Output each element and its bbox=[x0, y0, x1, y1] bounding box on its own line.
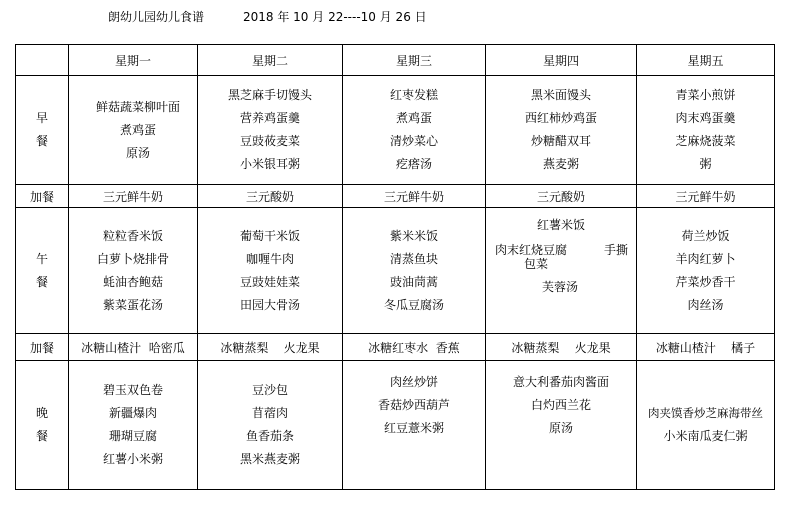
dish: 清蒸鱼块 bbox=[389, 251, 438, 266]
breakfast-cell bbox=[343, 76, 486, 185]
lunch-cell bbox=[637, 208, 775, 334]
menu-title: 朗幼儿园幼儿食谱 bbox=[108, 10, 205, 24]
snack-cell: 冰糖山楂汁 橘子 bbox=[637, 334, 775, 361]
dish: 白灼西兰花 bbox=[530, 398, 591, 412]
dish: 疙瘩汤 bbox=[395, 157, 432, 171]
dish: 芹菜炒香干 bbox=[675, 274, 736, 289]
dish: 小米银耳粥 bbox=[239, 157, 300, 171]
day-header: 星期二 bbox=[198, 45, 343, 76]
dish: 红枣发糕 bbox=[389, 88, 438, 102]
dish: 苜蓿肉 bbox=[251, 406, 288, 420]
dish: 炒糖醋双耳 bbox=[530, 134, 591, 148]
dish: 黑芝麻手切馒头 bbox=[227, 88, 312, 102]
dinner-cell bbox=[486, 361, 637, 490]
corner-cell bbox=[16, 45, 69, 76]
dinner-cell bbox=[343, 361, 486, 490]
lunch-label: 午 餐 bbox=[16, 208, 69, 334]
dish: 荷兰炒饭 bbox=[681, 228, 730, 243]
dish: 冬瓜豆腐汤 bbox=[383, 297, 444, 312]
breakfast-row bbox=[16, 76, 775, 185]
date-range: 2018 年 10 月 22----10 月 26 日 bbox=[243, 10, 427, 24]
dish: 红豆薏米粥 bbox=[383, 421, 444, 435]
dish: 肉夹馍香炒芝麻海带丝 bbox=[648, 406, 763, 420]
lunch-cell bbox=[198, 208, 343, 334]
header-row bbox=[16, 45, 775, 76]
dish: 红薯小米粥 bbox=[102, 452, 163, 466]
snack-cell: 冰糖山楂汁 哈密瓜 bbox=[69, 334, 198, 361]
lunch-row bbox=[16, 208, 775, 334]
lunch-cell bbox=[343, 208, 486, 334]
lunch-cell bbox=[486, 208, 637, 334]
dish: 豉油茼蒿 bbox=[389, 274, 438, 289]
dish: 燕麦粥 bbox=[542, 157, 579, 171]
snack-label: 加餐 bbox=[16, 185, 69, 208]
dish: 黑米面馒头 bbox=[530, 88, 591, 102]
snack-cell: 三元酸奶 bbox=[198, 185, 343, 208]
day-header: 星期一 bbox=[69, 45, 198, 76]
dish: 珊瑚豆腐 bbox=[108, 429, 157, 443]
snack-cell: 三元鲜牛奶 bbox=[343, 185, 486, 208]
dish: 咖喱牛肉 bbox=[245, 251, 294, 266]
dish: 蚝油杏鲍菇 bbox=[102, 274, 163, 289]
dinner-label: 晚 餐 bbox=[16, 361, 69, 490]
dish: 芝麻烧菠菜 bbox=[675, 134, 736, 148]
dish: 粥 bbox=[699, 157, 712, 171]
snack-label: 加餐 bbox=[16, 334, 69, 361]
dish: 肉丝炒饼 bbox=[389, 375, 438, 389]
dish: 煮鸡蛋 bbox=[395, 111, 432, 125]
snack-row-2 bbox=[16, 334, 775, 361]
snack-cell: 冰糖蒸梨 火龙果 bbox=[486, 334, 637, 361]
dish: 肉末鸡蛋羹 bbox=[675, 111, 736, 125]
dish: 白萝卜烧排骨 bbox=[96, 251, 169, 266]
day-header: 星期四 bbox=[486, 45, 637, 76]
dish: 红薯米饭 bbox=[537, 218, 586, 232]
dish: 意大利番茄肉酱面 bbox=[512, 375, 609, 389]
dish: 手撕 bbox=[604, 243, 629, 257]
snack-cell: 冰糖红枣水 香蕉 bbox=[343, 334, 486, 361]
snack-cell: 三元酸奶 bbox=[486, 185, 637, 208]
breakfast-cell bbox=[198, 76, 343, 185]
day-header: 星期三 bbox=[343, 45, 486, 76]
dish: 香菇炒西葫芦 bbox=[377, 398, 450, 412]
dish: 肉丝汤 bbox=[687, 297, 724, 312]
dish: 黑米燕麦粥 bbox=[239, 452, 300, 466]
breakfast-cell bbox=[637, 76, 775, 185]
lunch-cell bbox=[69, 208, 198, 334]
dish: 原汤 bbox=[548, 421, 573, 435]
dish: 羊肉红萝卜 bbox=[675, 251, 736, 266]
dish: 豆沙包 bbox=[251, 383, 288, 397]
snack-cell: 冰糖蒸梨 火龙果 bbox=[198, 334, 343, 361]
dinner-cell bbox=[198, 361, 343, 490]
dish: 新疆爆肉 bbox=[108, 406, 157, 420]
dish: 青菜小煎饼 bbox=[675, 88, 736, 102]
dish: 小米南瓜麦仁粥 bbox=[663, 429, 748, 443]
dish: 粒粒香米饭 bbox=[102, 228, 163, 243]
dish: 鱼香茄条 bbox=[245, 429, 294, 443]
breakfast-cell bbox=[69, 76, 198, 185]
dish: 原汤 bbox=[125, 145, 150, 160]
dinner-cell bbox=[69, 361, 198, 490]
dish: 田园大骨汤 bbox=[239, 297, 300, 312]
dish: 豆豉莜麦菜 bbox=[239, 134, 300, 148]
dish: 西红柿炒鸡蛋 bbox=[524, 111, 597, 125]
dinner-cell bbox=[637, 361, 775, 490]
snack-cell: 三元鲜牛奶 bbox=[637, 185, 775, 208]
day-header: 星期五 bbox=[637, 45, 775, 76]
dish: 煮鸡蛋 bbox=[119, 122, 156, 137]
snack-row-1 bbox=[16, 185, 775, 208]
dish: 肉末红烧豆腐 bbox=[495, 243, 568, 257]
dinner-row bbox=[16, 361, 775, 490]
dish: 清炒菜心 bbox=[389, 134, 438, 148]
dish: 葡萄干米饭 bbox=[239, 228, 300, 243]
dish: 豆豉娃娃菜 bbox=[239, 274, 300, 289]
weekly-menu-table bbox=[15, 44, 775, 490]
dish: 紫米米饭 bbox=[389, 228, 438, 243]
snack-cell: 三元鲜牛奶 bbox=[69, 185, 198, 208]
dish: 紫菜蛋花汤 bbox=[102, 297, 163, 312]
dish: 包菜 bbox=[524, 257, 549, 271]
dish: 芙蓉汤 bbox=[542, 280, 579, 294]
breakfast-cell bbox=[486, 76, 637, 185]
dish: 碧玉双色卷 bbox=[102, 383, 163, 397]
breakfast-label: 早 餐 bbox=[16, 76, 69, 185]
dish: 鲜菇蔬菜柳叶面 bbox=[95, 99, 180, 114]
dish: 营养鸡蛋羹 bbox=[239, 111, 300, 125]
